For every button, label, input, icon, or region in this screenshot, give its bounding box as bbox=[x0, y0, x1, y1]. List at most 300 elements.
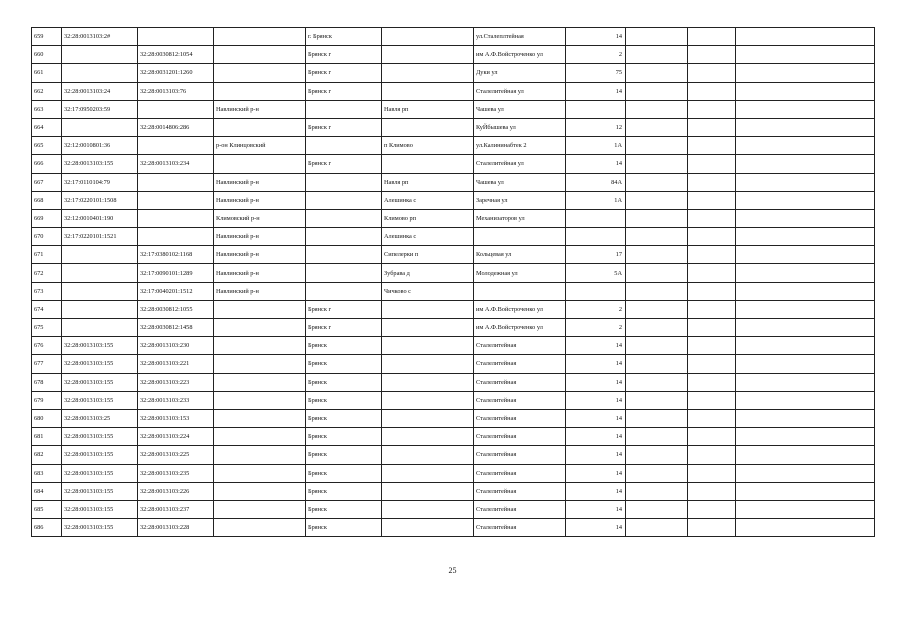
city-cell: Брянск bbox=[306, 391, 382, 409]
empty-cell bbox=[626, 264, 688, 282]
city-cell bbox=[306, 264, 382, 282]
table-row bbox=[32, 64, 875, 82]
city-cell: Брянск г bbox=[306, 300, 382, 318]
table-row bbox=[32, 228, 875, 246]
empty-cell bbox=[688, 300, 736, 318]
city-cell bbox=[306, 191, 382, 209]
settlement-cell bbox=[382, 155, 474, 173]
city-cell bbox=[306, 209, 382, 227]
cadastral-number-cell: 32:17:0220101:1508 bbox=[62, 191, 138, 209]
house-number-cell: 14 bbox=[566, 500, 626, 518]
house-number-cell: 14 bbox=[566, 464, 626, 482]
object-cadastral-number-cell: 32:28:0013103:76 bbox=[138, 82, 214, 100]
city-cell: Брянск г bbox=[306, 64, 382, 82]
street-cell: ул.Калининабтек 2 bbox=[474, 137, 566, 155]
empty-cell bbox=[736, 337, 875, 355]
empty-cell bbox=[736, 264, 875, 282]
empty-cell bbox=[626, 391, 688, 409]
object-cadastral-number-cell: 32:28:0013103:235 bbox=[138, 464, 214, 482]
city-cell: Брянск bbox=[306, 519, 382, 537]
house-number-cell: 75 bbox=[566, 64, 626, 82]
empty-cell bbox=[736, 228, 875, 246]
house-number-cell: 14 bbox=[566, 391, 626, 409]
object-cadastral-number-cell: 32:28:0013103:153 bbox=[138, 409, 214, 427]
house-number-cell: 84А bbox=[566, 173, 626, 191]
cadastral-number-cell: 32:28:0013103:155 bbox=[62, 482, 138, 500]
empty-cell bbox=[736, 373, 875, 391]
district-cell: Навлинский р-н bbox=[214, 100, 306, 118]
house-number-cell bbox=[566, 228, 626, 246]
settlement-cell bbox=[382, 300, 474, 318]
row-number-cell: 685 bbox=[32, 500, 62, 518]
cadastral-number-cell: 32:28:0013103:25 bbox=[62, 409, 138, 427]
city-cell: Брянск bbox=[306, 482, 382, 500]
empty-cell bbox=[736, 46, 875, 64]
house-number-cell: 14 bbox=[566, 373, 626, 391]
house-number-cell: 5А bbox=[566, 264, 626, 282]
table-row bbox=[32, 500, 875, 518]
object-cadastral-number-cell: 32:28:0013103:225 bbox=[138, 446, 214, 464]
empty-cell bbox=[736, 28, 875, 46]
table-row bbox=[32, 409, 875, 427]
district-cell: Климовский р-н bbox=[214, 209, 306, 227]
cadastral-number-cell: 32:28:0013103:155 bbox=[62, 373, 138, 391]
settlement-cell bbox=[382, 500, 474, 518]
city-cell bbox=[306, 100, 382, 118]
district-cell bbox=[214, 446, 306, 464]
object-cadastral-number-cell: 32:28:0013103:223 bbox=[138, 373, 214, 391]
cadastral-number-cell bbox=[62, 118, 138, 136]
table-row bbox=[32, 373, 875, 391]
empty-cell bbox=[626, 191, 688, 209]
street-cell: Молодежная ул bbox=[474, 264, 566, 282]
city-cell: Брянск г bbox=[306, 155, 382, 173]
empty-cell bbox=[688, 373, 736, 391]
street-cell: Сталелитейная bbox=[474, 355, 566, 373]
object-cadastral-number-cell bbox=[138, 100, 214, 118]
house-number-cell: 14 bbox=[566, 446, 626, 464]
settlement-cell bbox=[382, 519, 474, 537]
object-cadastral-number-cell: 32:17:0090101:1289 bbox=[138, 264, 214, 282]
object-cadastral-number-cell: 32:28:0013103:224 bbox=[138, 428, 214, 446]
empty-cell bbox=[736, 319, 875, 337]
empty-cell bbox=[688, 46, 736, 64]
table-row bbox=[32, 464, 875, 482]
settlement-cell bbox=[382, 464, 474, 482]
empty-cell bbox=[688, 464, 736, 482]
empty-cell bbox=[688, 118, 736, 136]
empty-cell bbox=[626, 228, 688, 246]
district-cell: р-он Клинцовский bbox=[214, 137, 306, 155]
empty-cell bbox=[736, 100, 875, 118]
row-number-cell: 686 bbox=[32, 519, 62, 537]
settlement-cell: Навля рп bbox=[382, 173, 474, 191]
empty-cell bbox=[736, 282, 875, 300]
street-cell: ул.Сталеплтейная bbox=[474, 28, 566, 46]
row-number-cell: 679 bbox=[32, 391, 62, 409]
house-number-cell: 14 bbox=[566, 409, 626, 427]
empty-cell bbox=[688, 100, 736, 118]
street-cell: Сталелитейная bbox=[474, 446, 566, 464]
street-cell: Сталелитейная bbox=[474, 519, 566, 537]
settlement-cell: Сипелерки п bbox=[382, 246, 474, 264]
empty-cell bbox=[626, 282, 688, 300]
district-cell: Навлинский р-н bbox=[214, 246, 306, 264]
city-cell: Брянск г bbox=[306, 82, 382, 100]
cadastral-number-cell: 32:28:0013103:24 bbox=[62, 82, 138, 100]
district-cell bbox=[214, 319, 306, 337]
house-number-cell: 1А bbox=[566, 137, 626, 155]
street-cell: Механизаторов ул bbox=[474, 209, 566, 227]
empty-cell bbox=[736, 428, 875, 446]
house-number-cell: 14 bbox=[566, 482, 626, 500]
city-cell: Брянск bbox=[306, 446, 382, 464]
row-number-cell: 666 bbox=[32, 155, 62, 173]
table-row bbox=[32, 337, 875, 355]
settlement-cell bbox=[382, 409, 474, 427]
cadastral-number-cell: 32:28:0013103:155 bbox=[62, 355, 138, 373]
object-cadastral-number-cell: 32:28:0013103:237 bbox=[138, 500, 214, 518]
object-cadastral-number-cell bbox=[138, 137, 214, 155]
city-cell bbox=[306, 173, 382, 191]
table-row bbox=[32, 137, 875, 155]
empty-cell bbox=[626, 118, 688, 136]
cadastral-number-cell bbox=[62, 246, 138, 264]
empty-cell bbox=[736, 446, 875, 464]
table-row bbox=[32, 246, 875, 264]
cadastral-number-cell: 32:28:0013103:155 bbox=[62, 519, 138, 537]
empty-cell bbox=[688, 137, 736, 155]
empty-cell bbox=[736, 137, 875, 155]
row-number-cell: 684 bbox=[32, 482, 62, 500]
city-cell: Брянск bbox=[306, 500, 382, 518]
empty-cell bbox=[626, 64, 688, 82]
empty-cell bbox=[736, 464, 875, 482]
table-row bbox=[32, 319, 875, 337]
empty-cell bbox=[626, 155, 688, 173]
empty-cell bbox=[688, 82, 736, 100]
city-cell bbox=[306, 282, 382, 300]
district-cell: Навлинский р-н bbox=[214, 173, 306, 191]
table-row bbox=[32, 300, 875, 318]
empty-cell bbox=[736, 482, 875, 500]
house-number-cell: 14 bbox=[566, 428, 626, 446]
cadastral-number-cell: 32:28:0013103:155 bbox=[62, 446, 138, 464]
table-row bbox=[32, 446, 875, 464]
empty-cell bbox=[688, 246, 736, 264]
object-cadastral-number-cell bbox=[138, 173, 214, 191]
empty-cell bbox=[626, 355, 688, 373]
empty-cell bbox=[736, 209, 875, 227]
city-cell bbox=[306, 246, 382, 264]
empty-cell bbox=[688, 209, 736, 227]
row-number-cell: 680 bbox=[32, 409, 62, 427]
settlement-cell bbox=[382, 319, 474, 337]
cadastral-number-cell bbox=[62, 319, 138, 337]
table-row bbox=[32, 191, 875, 209]
house-number-cell: 14 bbox=[566, 355, 626, 373]
district-cell bbox=[214, 373, 306, 391]
city-cell: Брянск bbox=[306, 337, 382, 355]
object-cadastral-number-cell: 32:28:0013103:221 bbox=[138, 355, 214, 373]
settlement-cell bbox=[382, 46, 474, 64]
object-cadastral-number-cell: 32:28:0013103:233 bbox=[138, 391, 214, 409]
settlement-cell bbox=[382, 355, 474, 373]
settlement-cell: Алешинка с bbox=[382, 228, 474, 246]
district-cell: Навлинский р-н bbox=[214, 191, 306, 209]
street-cell: Сталелитейная bbox=[474, 409, 566, 427]
district-cell bbox=[214, 46, 306, 64]
empty-cell bbox=[688, 391, 736, 409]
cadastral-number-cell bbox=[62, 64, 138, 82]
table-row bbox=[32, 46, 875, 64]
empty-cell bbox=[626, 319, 688, 337]
district-cell bbox=[214, 500, 306, 518]
city-cell: Брянск г bbox=[306, 118, 382, 136]
row-number-cell: 670 bbox=[32, 228, 62, 246]
street-cell: Заречная ул bbox=[474, 191, 566, 209]
empty-cell bbox=[688, 28, 736, 46]
cadastral-number-cell: 32:28:0013103:155 bbox=[62, 337, 138, 355]
settlement-cell bbox=[382, 118, 474, 136]
table-row bbox=[32, 100, 875, 118]
row-number-cell: 661 bbox=[32, 64, 62, 82]
table-row bbox=[32, 282, 875, 300]
object-cadastral-number-cell: 32:28:0013103:234 bbox=[138, 155, 214, 173]
city-cell: Брянск г bbox=[306, 46, 382, 64]
object-cadastral-number-cell bbox=[138, 191, 214, 209]
district-cell bbox=[214, 337, 306, 355]
settlement-cell bbox=[382, 482, 474, 500]
house-number-cell: 17 bbox=[566, 246, 626, 264]
empty-cell bbox=[736, 173, 875, 191]
street-cell: Сталелитейная bbox=[474, 482, 566, 500]
empty-cell bbox=[688, 519, 736, 537]
district-cell bbox=[214, 391, 306, 409]
empty-cell bbox=[736, 155, 875, 173]
house-number-cell: 2 bbox=[566, 46, 626, 64]
empty-cell bbox=[626, 28, 688, 46]
empty-cell bbox=[688, 191, 736, 209]
empty-cell bbox=[626, 46, 688, 64]
empty-cell bbox=[626, 409, 688, 427]
empty-cell bbox=[736, 246, 875, 264]
empty-cell bbox=[736, 82, 875, 100]
settlement-cell: Зубрава д bbox=[382, 264, 474, 282]
house-number-cell: 2 bbox=[566, 300, 626, 318]
street-cell: Чашева ул bbox=[474, 100, 566, 118]
cadastral-number-cell bbox=[62, 46, 138, 64]
house-number-cell bbox=[566, 282, 626, 300]
row-number-cell: 669 bbox=[32, 209, 62, 227]
settlement-cell: Навля рп bbox=[382, 100, 474, 118]
row-number-cell: 672 bbox=[32, 264, 62, 282]
settlement-cell bbox=[382, 428, 474, 446]
street-cell: Кольцевая ул bbox=[474, 246, 566, 264]
house-number-cell bbox=[566, 100, 626, 118]
empty-cell bbox=[688, 155, 736, 173]
district-cell bbox=[214, 409, 306, 427]
empty-cell bbox=[688, 282, 736, 300]
street-cell: им А.Ф.Войстроченко ул bbox=[474, 46, 566, 64]
row-number-cell: 671 bbox=[32, 246, 62, 264]
house-number-cell: 2 bbox=[566, 319, 626, 337]
city-cell: Брянск bbox=[306, 428, 382, 446]
object-cadastral-number-cell: 32:17:0380102:1168 bbox=[138, 246, 214, 264]
empty-cell bbox=[626, 337, 688, 355]
settlement-cell bbox=[382, 373, 474, 391]
table-row bbox=[32, 82, 875, 100]
empty-cell bbox=[688, 228, 736, 246]
settlement-cell: п Климово bbox=[382, 137, 474, 155]
object-cadastral-number-cell: 32:28:0013103:228 bbox=[138, 519, 214, 537]
object-cadastral-number-cell: 32:28:0013103:230 bbox=[138, 337, 214, 355]
district-cell: Навлинский р-н bbox=[214, 264, 306, 282]
cadastral-number-cell: 32:12:0010401:190 bbox=[62, 209, 138, 227]
empty-cell bbox=[626, 446, 688, 464]
city-cell bbox=[306, 137, 382, 155]
house-number-cell: 12 bbox=[566, 118, 626, 136]
district-cell bbox=[214, 519, 306, 537]
object-cadastral-number-cell: 32:17:0040201:1512 bbox=[138, 282, 214, 300]
district-cell: Навлинский р-н bbox=[214, 282, 306, 300]
district-cell bbox=[214, 300, 306, 318]
row-number-cell: 683 bbox=[32, 464, 62, 482]
cadastral-number-cell: 32:28:0013103:155 bbox=[62, 428, 138, 446]
table-row bbox=[32, 118, 875, 136]
district-cell bbox=[214, 155, 306, 173]
cadastral-number-cell: 32:12:0010801:36 bbox=[62, 137, 138, 155]
street-cell bbox=[474, 228, 566, 246]
district-cell bbox=[214, 428, 306, 446]
district-cell bbox=[214, 355, 306, 373]
empty-cell bbox=[688, 428, 736, 446]
empty-cell bbox=[626, 519, 688, 537]
object-cadastral-number-cell bbox=[138, 228, 214, 246]
empty-cell bbox=[626, 482, 688, 500]
street-cell: Сталелитейная bbox=[474, 500, 566, 518]
empty-cell bbox=[626, 246, 688, 264]
empty-cell bbox=[626, 300, 688, 318]
empty-cell bbox=[688, 264, 736, 282]
settlement-cell bbox=[382, 446, 474, 464]
empty-cell bbox=[626, 82, 688, 100]
row-number-cell: 682 bbox=[32, 446, 62, 464]
row-number-cell: 665 bbox=[32, 137, 62, 155]
district-cell bbox=[214, 64, 306, 82]
settlement-cell bbox=[382, 337, 474, 355]
street-cell: им А.Ф.Войстроченко ул bbox=[474, 300, 566, 318]
empty-cell bbox=[736, 300, 875, 318]
object-cadastral-number-cell: 32:28:0014806:286 bbox=[138, 118, 214, 136]
street-cell: Сталелитейная ул bbox=[474, 155, 566, 173]
settlement-cell bbox=[382, 391, 474, 409]
street-cell: Сталелитейная bbox=[474, 337, 566, 355]
object-cadastral-number-cell: 32:28:0030812:1458 bbox=[138, 319, 214, 337]
district-cell bbox=[214, 464, 306, 482]
cadastral-number-cell bbox=[62, 264, 138, 282]
object-cadastral-number-cell: 32:28:0030812:1054 bbox=[138, 46, 214, 64]
cadastral-number-cell: 32:28:0013103:155 bbox=[62, 500, 138, 518]
empty-cell bbox=[626, 464, 688, 482]
empty-cell bbox=[688, 500, 736, 518]
empty-cell bbox=[688, 446, 736, 464]
empty-cell bbox=[688, 319, 736, 337]
empty-cell bbox=[626, 209, 688, 227]
settlement-cell bbox=[382, 64, 474, 82]
city-cell bbox=[306, 228, 382, 246]
district-cell bbox=[214, 28, 306, 46]
house-number-cell: 14 bbox=[566, 519, 626, 537]
table-row bbox=[32, 264, 875, 282]
row-number-cell: 676 bbox=[32, 337, 62, 355]
street-cell bbox=[474, 282, 566, 300]
empty-cell bbox=[626, 173, 688, 191]
row-number-cell: 677 bbox=[32, 355, 62, 373]
empty-cell bbox=[736, 409, 875, 427]
cadastral-number-cell: 32:28:0013103:155 bbox=[62, 391, 138, 409]
settlement-cell: Климово рп bbox=[382, 209, 474, 227]
table-row bbox=[32, 28, 875, 46]
house-number-cell: 14 bbox=[566, 337, 626, 355]
table-row bbox=[32, 355, 875, 373]
row-number-cell: 681 bbox=[32, 428, 62, 446]
district-cell: Навлинский р-н bbox=[214, 228, 306, 246]
empty-cell bbox=[626, 428, 688, 446]
district-cell bbox=[214, 82, 306, 100]
page-number: 25 bbox=[448, 566, 457, 575]
city-cell: г. Брянск bbox=[306, 28, 382, 46]
street-cell: Сталелитейная bbox=[474, 464, 566, 482]
empty-cell bbox=[688, 482, 736, 500]
house-number-cell: 1А bbox=[566, 191, 626, 209]
empty-cell bbox=[626, 373, 688, 391]
settlement-cell bbox=[382, 28, 474, 46]
row-number-cell: 667 bbox=[32, 173, 62, 191]
table-row bbox=[32, 428, 875, 446]
district-cell bbox=[214, 482, 306, 500]
settlement-cell: Алешинка с bbox=[382, 191, 474, 209]
cadastral-number-cell: 32:28:0013103:2# bbox=[62, 28, 138, 46]
street-cell: Дуки ул bbox=[474, 64, 566, 82]
table-row bbox=[32, 209, 875, 227]
table-row bbox=[32, 519, 875, 537]
table-body bbox=[32, 28, 875, 537]
cadastral-number-cell bbox=[62, 300, 138, 318]
street-cell: Сталелитейная ул bbox=[474, 82, 566, 100]
table-row bbox=[32, 391, 875, 409]
empty-cell bbox=[736, 64, 875, 82]
cadastral-number-cell: 32:28:0013103:155 bbox=[62, 464, 138, 482]
empty-cell bbox=[688, 409, 736, 427]
empty-cell bbox=[736, 519, 875, 537]
row-number-cell: 678 bbox=[32, 373, 62, 391]
empty-cell bbox=[736, 500, 875, 518]
empty-cell bbox=[626, 137, 688, 155]
city-cell: Брянск bbox=[306, 464, 382, 482]
row-number-cell: 659 bbox=[32, 28, 62, 46]
city-cell: Брянск bbox=[306, 409, 382, 427]
city-cell: Брянск bbox=[306, 355, 382, 373]
cadastral-number-cell: 32:17:0110104:79 bbox=[62, 173, 138, 191]
row-number-cell: 660 bbox=[32, 46, 62, 64]
empty-cell bbox=[736, 191, 875, 209]
table-row bbox=[32, 482, 875, 500]
house-number-cell bbox=[566, 209, 626, 227]
row-number-cell: 662 bbox=[32, 82, 62, 100]
empty-cell bbox=[626, 500, 688, 518]
empty-cell bbox=[626, 100, 688, 118]
